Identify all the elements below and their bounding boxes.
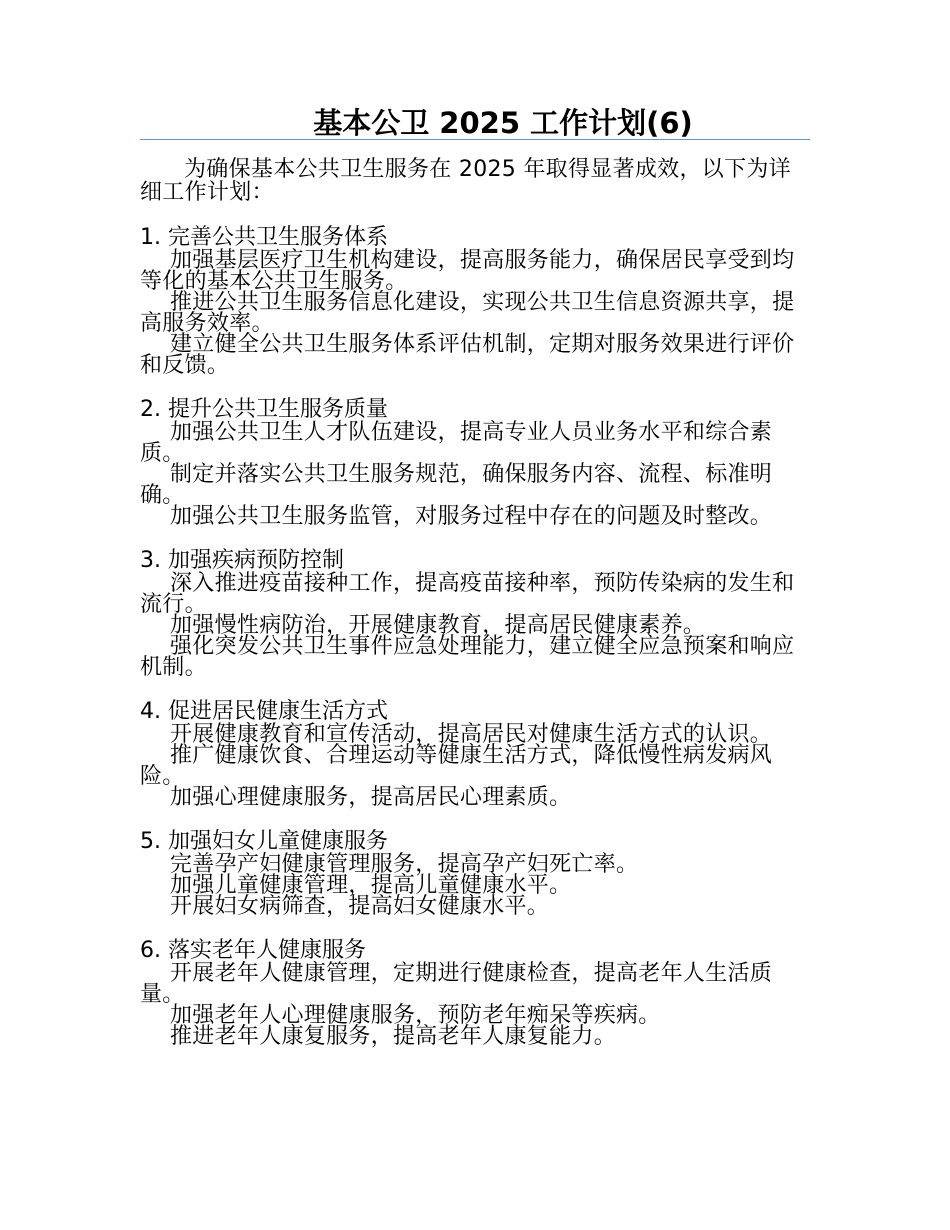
section-item: 深入推进疫苗接种工作，提高疫苗接种率，预防传染病的发生和流行。 bbox=[140, 571, 795, 617]
document-body bbox=[140, 158, 798, 1047]
section-6 bbox=[140, 938, 798, 1047]
section-item: 完善孕产妇健康管理服务，提高孕产妇死亡率。 bbox=[170, 852, 639, 877]
section-heading: 3. 加强疾病预防控制 bbox=[140, 548, 344, 573]
section-item: 强化突发公共卫生事件应急处理能力，建立健全应急预案和响应机制。 bbox=[140, 634, 795, 680]
section-item: 加强基层医疗卫生机构建设，提高服务能力，确保居民享受到均等化的基本公共卫生服务。 bbox=[140, 248, 795, 294]
section-item: 加强老年人心理健康服务，预防老年痴呆等疾病。 bbox=[170, 1003, 661, 1028]
section-heading: 4. 促进居民健康生活方式 bbox=[140, 699, 388, 724]
section-heading: 6. 落实老年人健康服务 bbox=[140, 938, 366, 963]
section-item: 开展妇女病筛查，提高妇女健康水平。 bbox=[170, 894, 550, 919]
section-item: 推进公共卫生服务信息化建设，实现公共卫生信息资源共享，提高服务效率。 bbox=[140, 290, 795, 336]
intro-paragraph: 为确保基本公共卫生服务在 2025 年取得显著成效，以下为详细工作计划： bbox=[140, 157, 791, 205]
section-1 bbox=[140, 225, 798, 376]
section-3 bbox=[140, 548, 798, 678]
section-4 bbox=[140, 699, 798, 808]
section-item: 加强公共卫生人才队伍建设，提高专业人员业务水平和综合素质。 bbox=[140, 420, 773, 466]
section-heading: 5. 加强妇女儿童健康服务 bbox=[140, 829, 388, 854]
section-2 bbox=[140, 397, 798, 527]
section-item: 加强儿童健康管理，提高儿童健康水平。 bbox=[170, 873, 572, 898]
section-item: 建立健全公共卫生服务体系评估机制，定期对服务效果进行评价和反馈。 bbox=[140, 332, 795, 378]
section-item: 加强公共卫生服务监管，对服务过程中存在的问题及时整改。 bbox=[170, 504, 773, 529]
section-item: 加强慢性病防治，开展健康教育，提高居民健康素养。 bbox=[170, 613, 706, 638]
title-underline bbox=[140, 139, 810, 140]
section-item: 开展老年人健康管理，定期进行健康检查，提高老年人生活质量。 bbox=[140, 961, 773, 1007]
section-item: 推广健康饮食、合理运动等健康生活方式，降低慢性病发病风险。 bbox=[140, 743, 773, 789]
section-heading: 2. 提升公共卫生服务质量 bbox=[140, 397, 388, 422]
section-item: 推进老年人康复服务，提高老年人康复能力。 bbox=[170, 1024, 617, 1049]
section-heading: 1. 完善公共卫生服务体系 bbox=[140, 225, 388, 250]
section-item: 加强心理健康服务，提高居民心理素质。 bbox=[170, 785, 572, 810]
section-item: 开展健康教育和宣传活动，提高居民对健康生活方式的认识。 bbox=[170, 722, 773, 747]
section-5 bbox=[140, 829, 798, 917]
section-item: 制定并落实公共卫生服务规范，确保服务内容、流程、标准明确。 bbox=[140, 462, 773, 508]
document-title: 基本公卫 2025 工作计划(6) bbox=[313, 106, 693, 140]
